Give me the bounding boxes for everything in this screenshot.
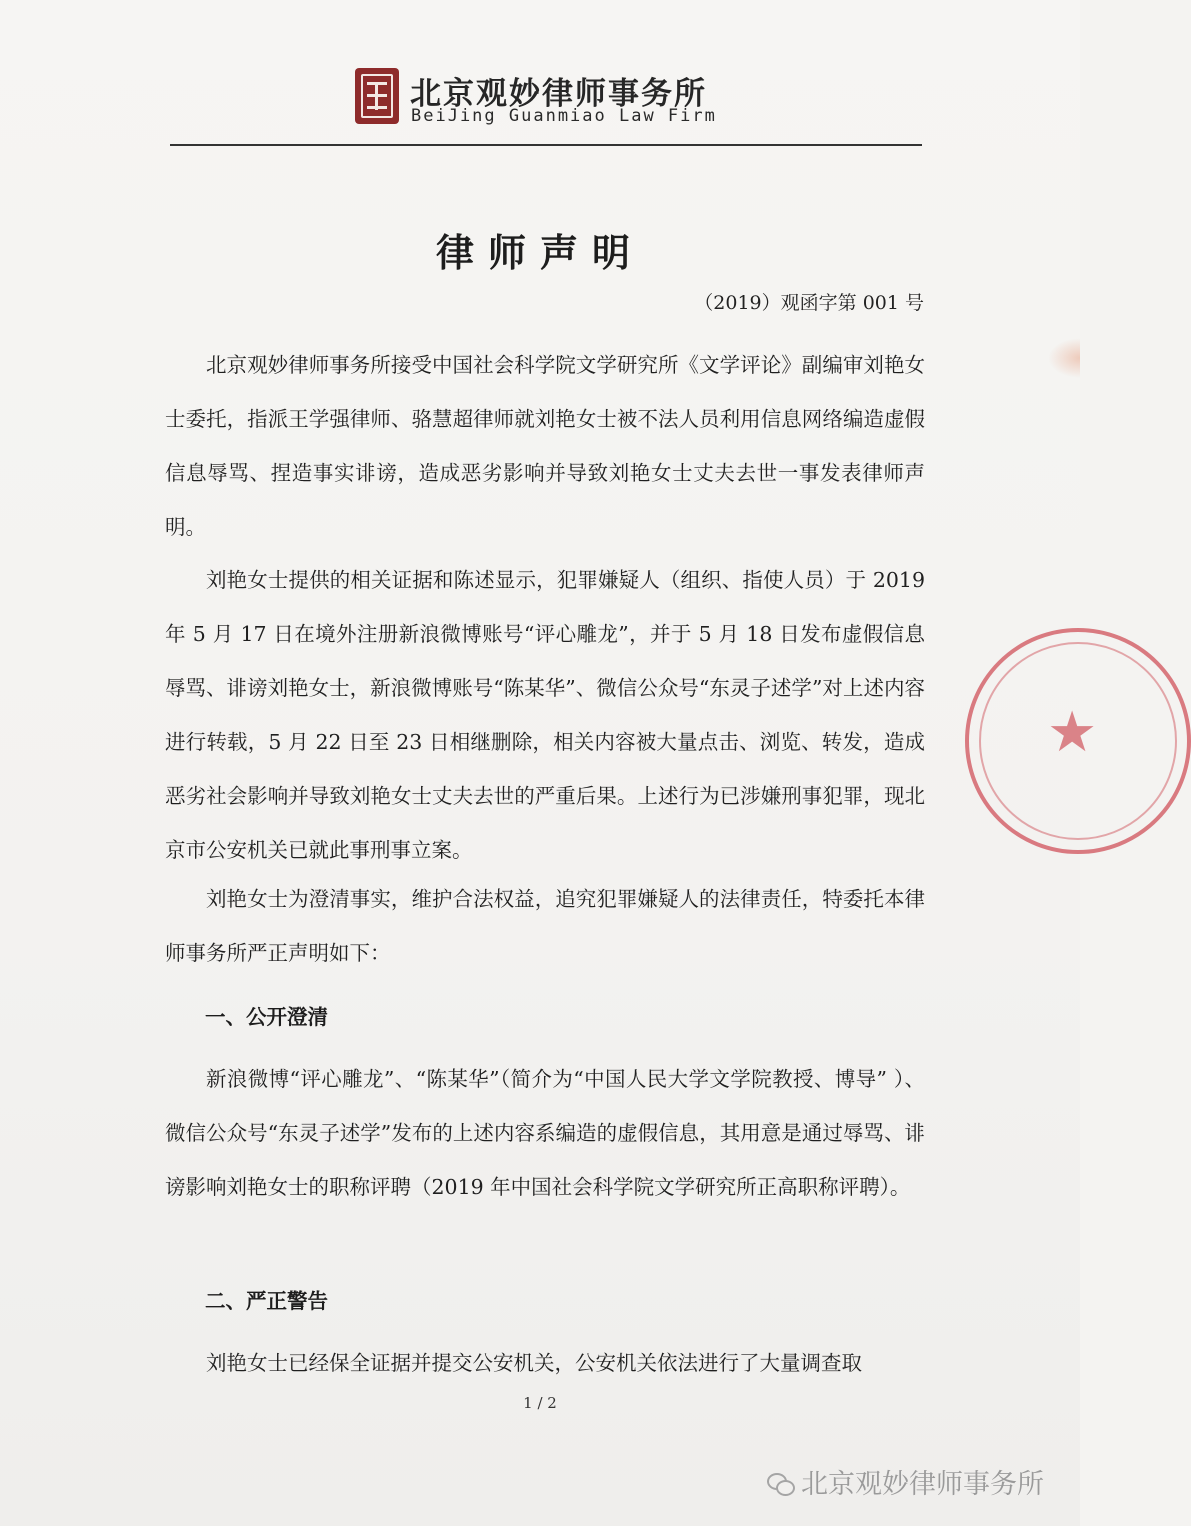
paragraph-declaration <box>165 872 925 980</box>
official-seal-stamp <box>965 628 1191 854</box>
firm-name-english: BeiJing Guanmiao Law Firm <box>411 106 717 126</box>
wechat-icon <box>767 1473 795 1495</box>
section-heading-warning: 二、严正警告 <box>205 1289 328 1313</box>
paragraph-text: 刘艳女士已经保全证据并提交公安机关，公安机关依法进行了大量调查取 <box>206 1351 862 1375</box>
paragraph-warning <box>165 1336 925 1390</box>
paragraph-clarification <box>165 1052 925 1214</box>
section-heading-clarification: 一、公开澄清 <box>205 1005 328 1029</box>
document-number: （2019）观函字第 001 号 <box>694 292 924 314</box>
seal-star-icon: ★ <box>1047 700 1098 765</box>
paragraph-text: 北京观妙律师事务所接受中国社会科学院文学研究所《文学评论》副编审刘艳女士委托，指派王学强律师、骆慧超律师就刘艳女士被不法人员利用信息网络编造虚假信息辱骂、捏造事实诽谤，造成恶劣影响并导致刘艳女士丈夫去世一事发表律师声明。 <box>165 353 925 539</box>
paragraph-text: 刘艳女士提供的相关证据和陈述显示，犯罪嫌疑人（组织、指使人员）于 2019 年 5 月 17 日在境外注册新浪微博账号“评心雕龙”，并于 5 月 18 日发布虚假信息辱骂、诽谤刘艳女士，新浪微博账号“陈某华”、微信公众号“东灵子述学”对上述内容进行转载，5 月 22 日至 23 日相继删除，相关内容被大量点击、浏览、转发，造成恶劣社会影响并导致刘艳女士丈夫去世的严重后果。上述行为已涉嫌刑事犯罪，现北京市公安机关已就此事刑事立案。 <box>165 568 925 862</box>
letterhead <box>355 66 775 136</box>
edge-stain <box>1048 338 1080 378</box>
paragraph-evidence <box>165 553 925 877</box>
firm-name-chinese: 北京观妙律师事务所 <box>410 76 707 112</box>
header-divider <box>170 144 922 146</box>
paragraph-text: 刘艳女士为澄清事实，维护合法权益，追究犯罪嫌疑人的法律责任，特委托本律师事务所严正声明如下： <box>165 887 925 965</box>
paragraph-text: 新浪微博“评心雕龙”、“陈某华”（简介为“中国人民大学文学院教授、博导” ）、微信公众号“东灵子述学”发布的上述内容系编造的虚假信息，其用意是通过辱骂、诽谤影响刘艳女士的职称评聘（2019 年中国社会科学院文学研究所正高职称评聘）。 <box>165 1067 925 1199</box>
firm-logo-icon <box>355 68 399 124</box>
document-title: 律师声明 <box>435 231 644 275</box>
wechat-watermark <box>767 1462 1044 1501</box>
watermark-text: 北京观妙律师事务所 <box>801 1469 1044 1500</box>
paragraph-intro <box>165 338 925 554</box>
page-number: 1 / 2 <box>523 1394 557 1412</box>
